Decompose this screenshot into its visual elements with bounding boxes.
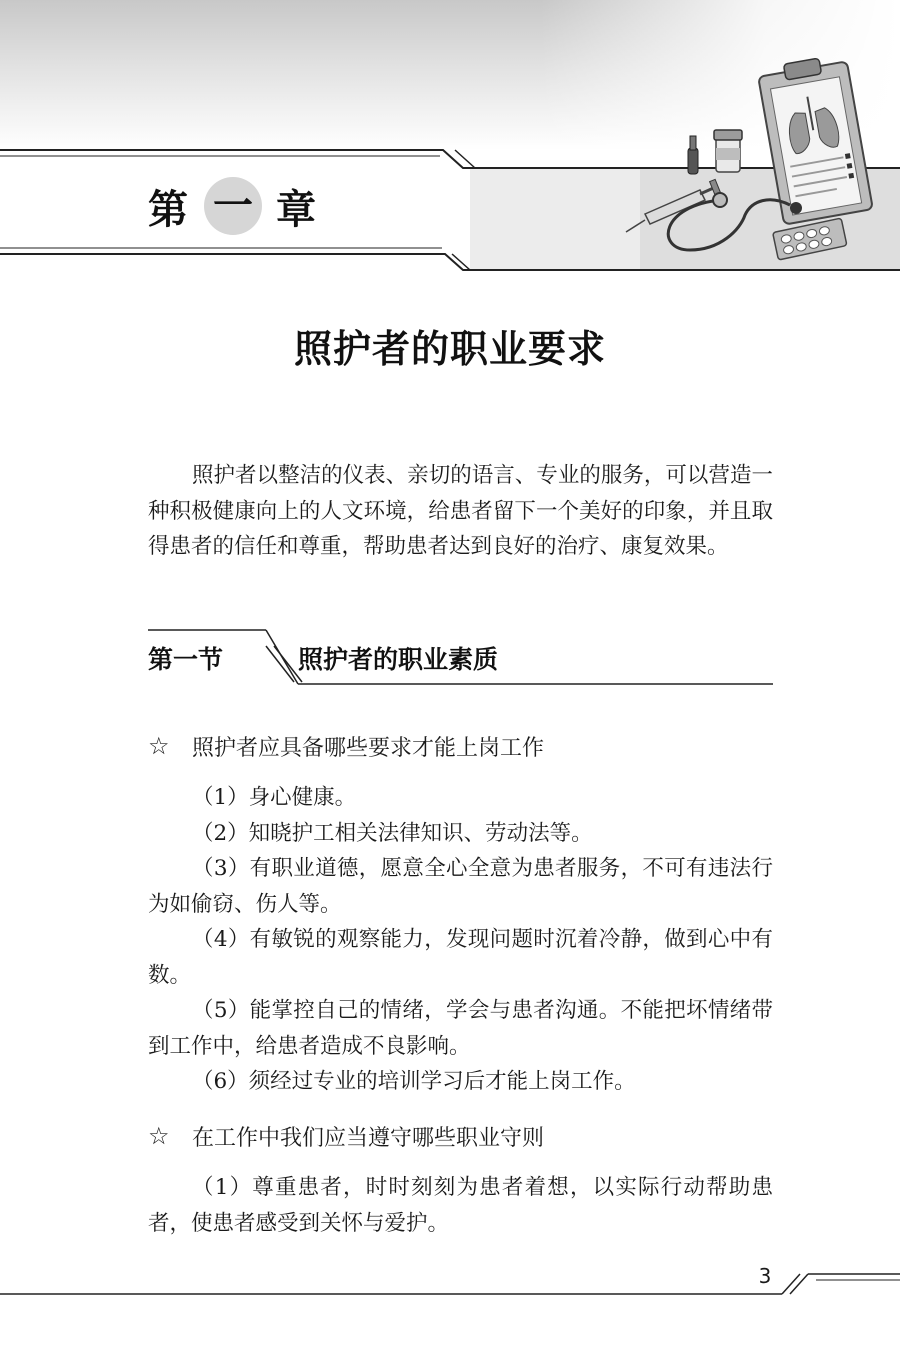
question-heading: [148, 728, 773, 764]
code-of-conduct-list: [148, 1170, 773, 1241]
star-icon: ☆: [148, 732, 170, 760]
list-item: （1）尊重患者，时时刻刻为患者着想，以实际行动帮助患者，使患者感受到关怀与爱护。: [148, 1175, 773, 1236]
chapter-suffix: 章: [276, 185, 316, 233]
list-item: （4）有敏锐的观察能力，发现问题时沉着冷静，做到心中有数。: [148, 927, 773, 988]
page-title: 照护者的职业要求: [293, 326, 606, 371]
question-title: 在工作中我们应当遵守哪些职业守则: [192, 1125, 545, 1151]
section-heading: [148, 628, 773, 690]
list-item: （1）身心健康。: [192, 785, 357, 810]
chapter-heading: [148, 178, 316, 234]
chapter-prefix: 第: [148, 185, 188, 233]
intro-paragraph: 照护者以整洁的仪表、亲切的语言、专业的服务，可以营造一种积极健康向上的人文环境，给患者留下一个美好的印象，并且取得患者的信任和尊重，帮助患者达到良好的治疗、康复效果。: [148, 463, 773, 559]
section-name: 照护者的职业素质: [298, 645, 499, 674]
ampoule-icon: [688, 136, 698, 174]
list-item: （5）能掌控自己的情绪，学会与患者沟通。不能把坏情绪带到工作中，给患者造成不良影响。: [148, 998, 773, 1059]
list-item: （6）须经过专业的培训学习后才能上岗工作。: [192, 1069, 636, 1094]
list-item: （3）有职业道德，愿意全心全意为患者服务，不可有违法行为如偷窃、伤人等。: [148, 856, 773, 917]
question-title: 照护者应具备哪些要求才能上岗工作: [192, 735, 545, 761]
question-heading: [148, 1118, 773, 1154]
page-number: 3: [758, 1264, 772, 1288]
chapter-number-badge: 一: [204, 177, 262, 235]
star-icon: ☆: [148, 1122, 170, 1150]
list-item: （2）知晓护工相关法律知识、劳动法等。: [192, 820, 593, 846]
section-number: 第一节: [148, 645, 224, 674]
medicine-bottle-icon: [714, 130, 742, 172]
chapter-banner: [0, 0, 900, 290]
requirement-list: [148, 780, 773, 1100]
